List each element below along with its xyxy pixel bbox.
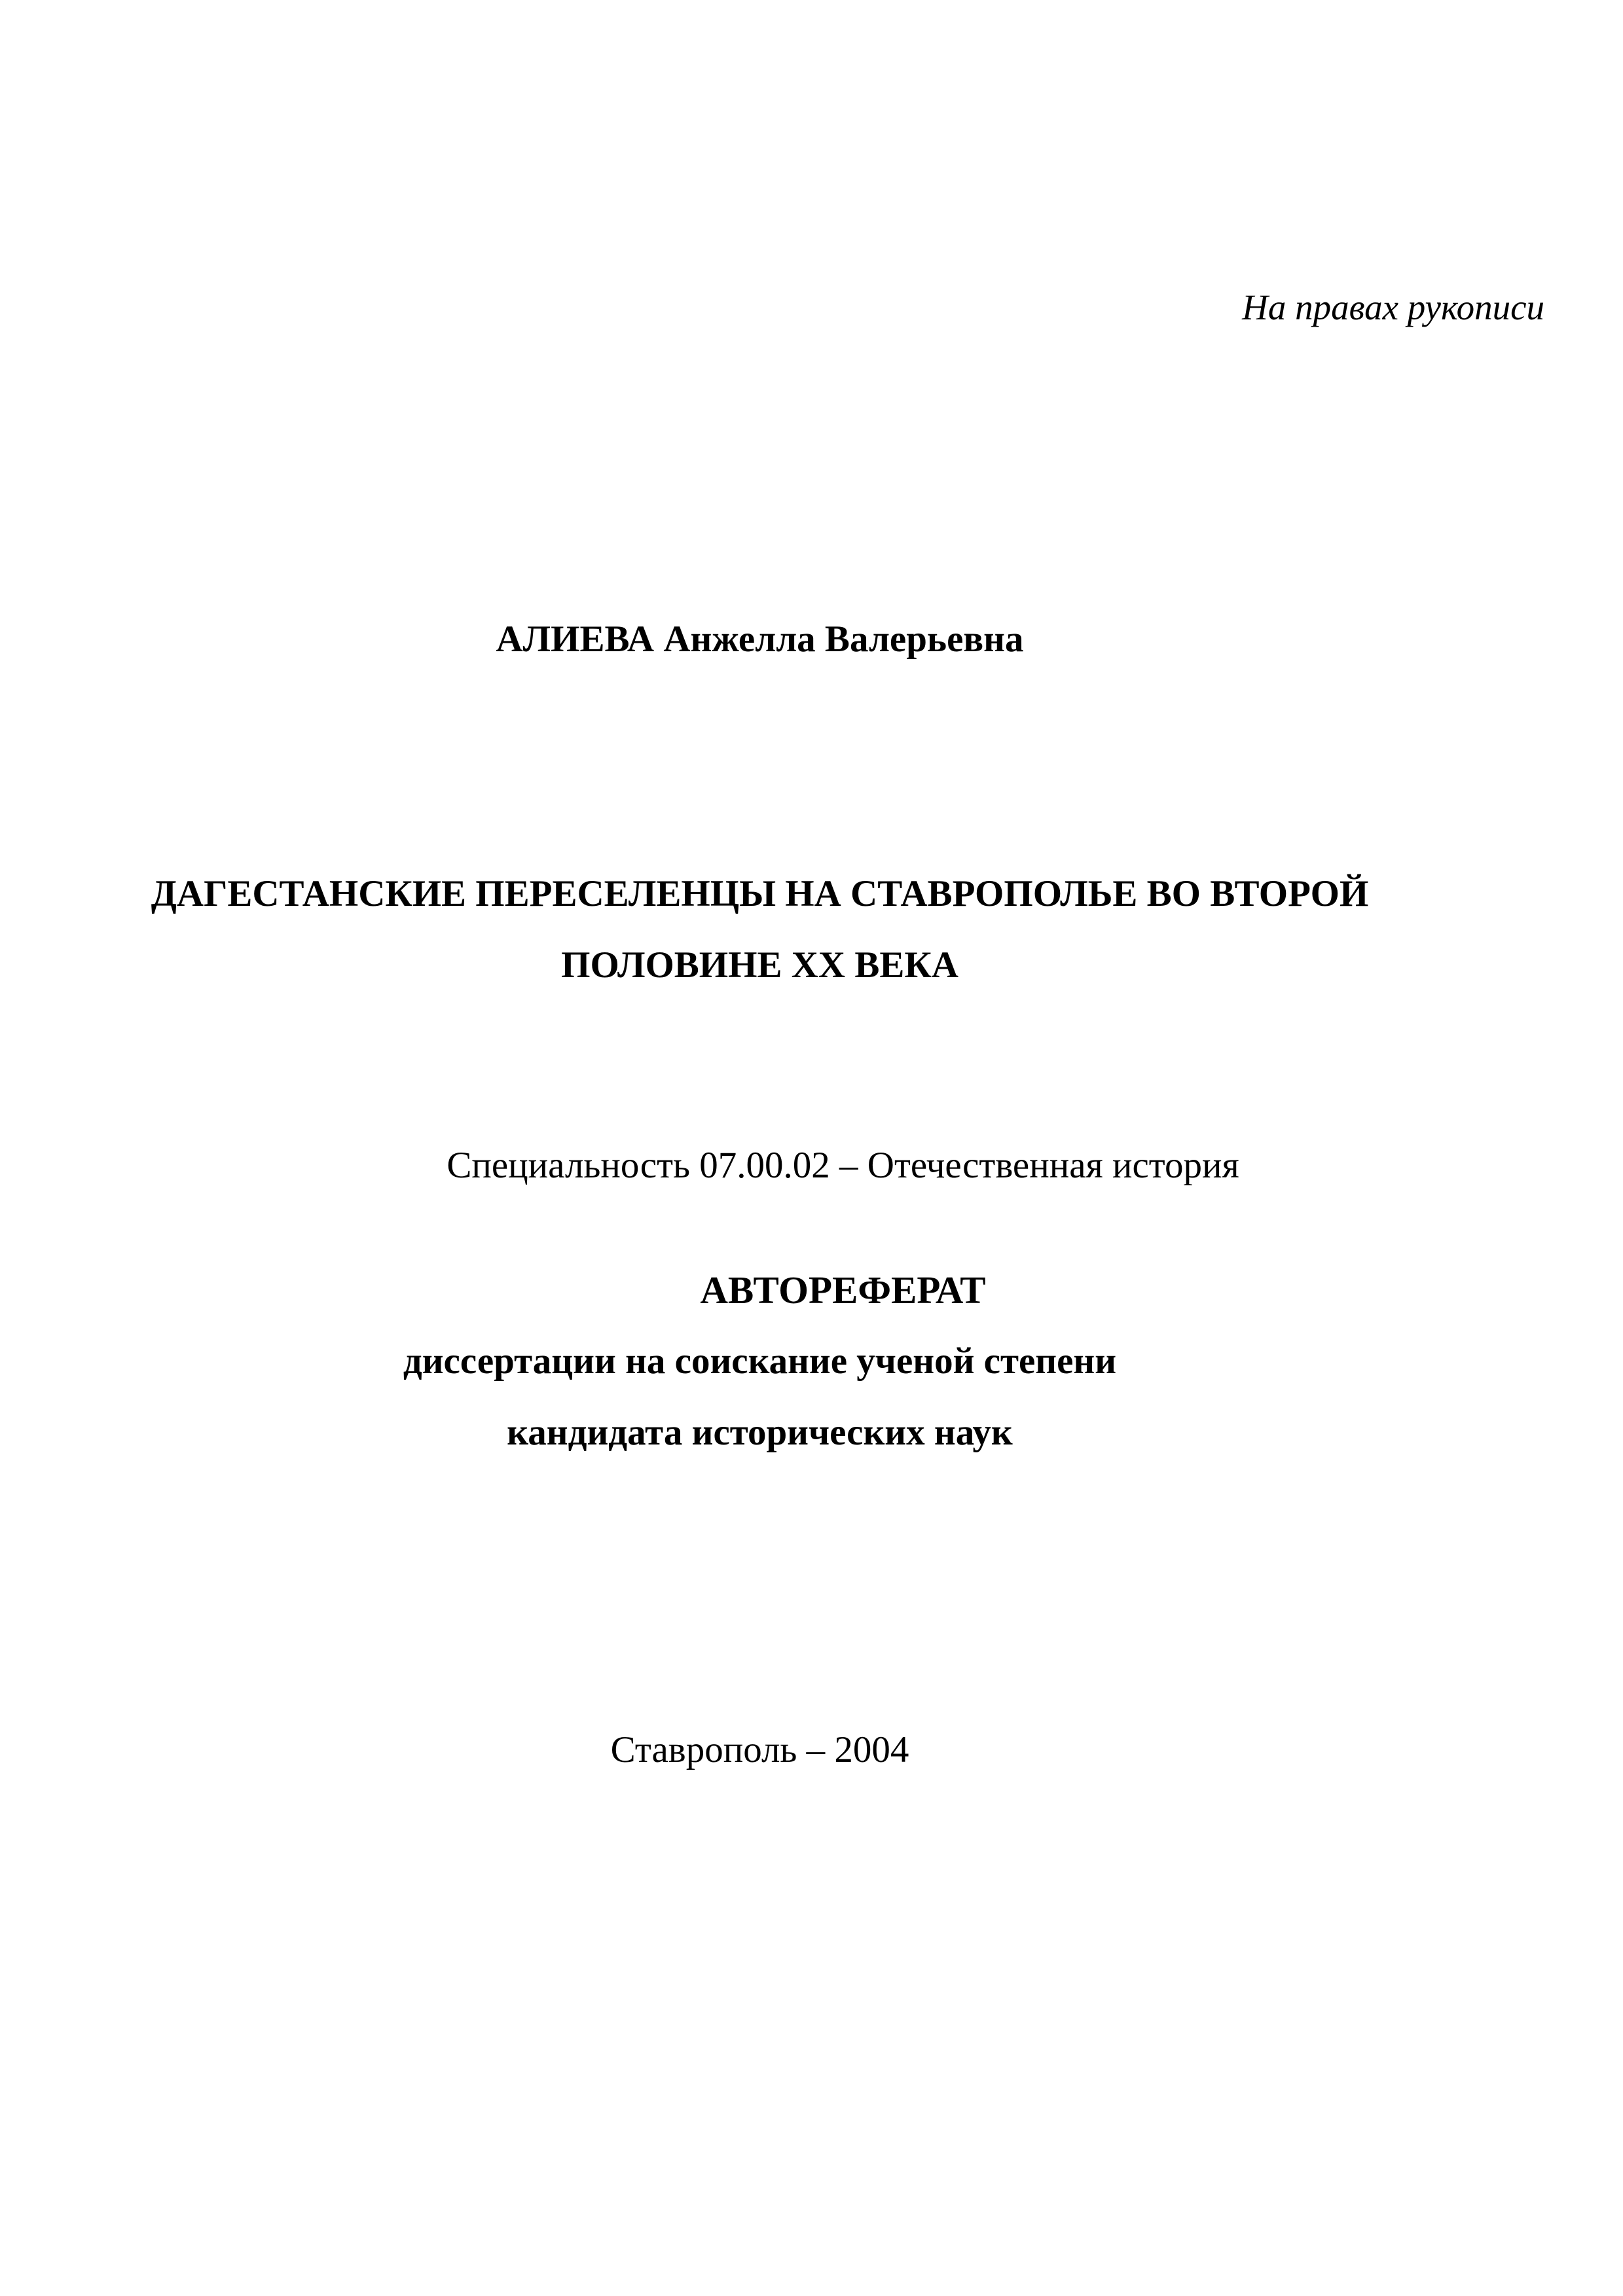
- author-name: АЛИЕВА Анжелла Валерьевна: [496, 619, 1024, 660]
- dissertation-title-line-2: ПОЛОВИНЕ XX ВЕКА: [561, 944, 958, 986]
- degree-line-1: диссертации на соискание ученой степени: [403, 1340, 1117, 1382]
- degree-line-2: кандидата исторических наук: [507, 1412, 1013, 1453]
- dissertation-title-line-1: ДАГЕСТАНСКИЕ ПЕРЕСЕЛЕНЦЫ НА СТАВРОПОЛЬЕ ВО ВТОРОЙ: [151, 873, 1369, 914]
- specialty-line: Специальность 07.00.02 – Отечественная история: [447, 1145, 1239, 1186]
- place-year: Ставрополь – 2004: [610, 1729, 909, 1770]
- work-type-heading: АВТОРЕФЕРАТ: [700, 1268, 986, 1312]
- rights-note: На правах рукописи: [1242, 287, 1544, 327]
